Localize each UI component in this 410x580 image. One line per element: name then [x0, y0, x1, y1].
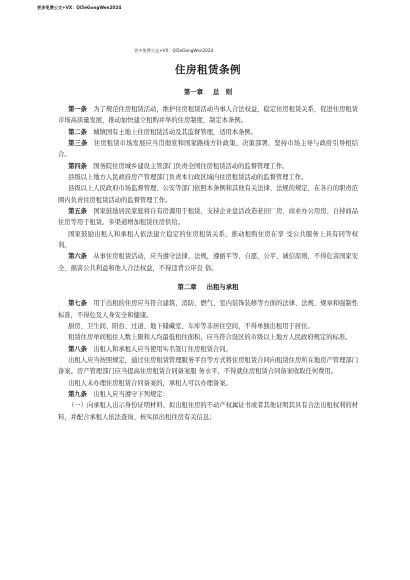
article-number: 第八条 [68, 345, 87, 353]
article-paragraph [58, 400, 358, 423]
article-paragraph [58, 355, 358, 378]
article-number: 第九条 [68, 390, 87, 398]
chapter-name: 出租与承租 [206, 283, 239, 292]
article-text: 县级以上地方人民政府房产管理部门负责本行政区域内住房租赁活动的监督管理工作。 [68, 174, 308, 182]
article-text: 出租人和承租人应当使用实名签订住房租赁合同。 [93, 345, 232, 353]
article-number: 第四条 [68, 162, 87, 170]
watermark-top: 更多免费公文+VX：Qi5eGongWen2024 [37, 5, 122, 10]
article-paragraph [58, 229, 358, 252]
article-paragraph [58, 378, 358, 389]
chapter-heading-2 [58, 282, 358, 291]
article-text: 国家鼓励居民家庭将自有房源用于租赁，支持企业盘活改造老旧厂房、商业办公用房、自持商品住房等用于租赁。多渠道增加租赁住房供给。 [58, 208, 359, 227]
article-text: 国务院住房城乡建设主管部门负责全国住房租赁活动的监督管理工作。 [93, 162, 289, 170]
article-paragraph [58, 104, 358, 127]
chapter-1-body [58, 104, 358, 274]
article-text: 租赁住房单间租住人数上限和人均最低租住面积，应当符合设区的市级以上地方人民政府规定的标准。 [68, 334, 352, 342]
article-text: 县级以上人民政府市场监督管理、公安等部门依照本条例和其他有关法律、法规的规定，在各自的职责范围内负责住房租赁活动的监督管理工作。 [58, 185, 358, 204]
article-text: 出租人未办理住房租赁合同备案的，承租人可以办理备案。 [68, 379, 232, 387]
article-paragraph [58, 389, 358, 400]
article-number: 第二条 [68, 128, 87, 136]
article-paragraph [58, 138, 358, 161]
article-number: 第六条 [68, 253, 87, 261]
article-paragraph [58, 332, 358, 343]
watermark-mid: 更多免费公文+VX：Qi5eGongWen2024 [134, 48, 214, 53]
article-paragraph [58, 183, 358, 206]
article-paragraph [58, 161, 358, 172]
chapter-name: 总 则 [213, 88, 233, 96]
article-paragraph [58, 172, 358, 183]
document-title: 住房租赁条例 [175, 64, 241, 76]
chapter-heading-1 [58, 87, 358, 96]
article-number: 第七条 [68, 300, 87, 308]
article-text: 为了规范住房租赁活动，维护住房租赁活动当事人合法权益，稳定住房租赁关系，促进住房租赁市场高质量发展，推动加快建立租购并举的住房制度，制定本条例。 [58, 106, 359, 125]
article-text: 出租人应当按照规定，通过住房租赁管理服务平台等方式将住房租赁合同向租赁住房所在地房产管理部门备案。房产管理部门应当提高住房租赁合同备案服 务水平，不得就住房租赁合同备案收取任何费用。 [58, 356, 358, 376]
article-paragraph [58, 344, 358, 355]
article-paragraph [58, 321, 358, 332]
article-number: 第五条 [68, 208, 87, 216]
article-paragraph [58, 298, 358, 321]
article-text: 国家鼓励出租人和承租人依法建立稳定的住房租赁关系，推动租购住房在享 受公共服务上具有同等权利。 [58, 230, 358, 250]
article-paragraph [58, 251, 358, 274]
article-paragraph [58, 127, 358, 138]
chapter-2-body [58, 298, 358, 423]
article-text: 厨房、卫生间、阳台、过道、地下储藏室、车库等非居住空间，不得单独出租用于居住。 [68, 322, 314, 330]
article-number: 第三条 [68, 140, 88, 148]
article-text: （一）向承租人出示身份证明材料、拟出租住房的不动产权属证书或者其他证明其具有合法出租权利的材料，并配合承租人依法查询、核实拟出租住房有关信息； [58, 402, 358, 421]
article-text: 从事住房租赁活动，应当遵守法律、法规，遵循平等、自愿、公平、诚信原则，不得危害国家安全、损害公共利益和他人合法权益，不得违背公序良 俗。 [58, 253, 359, 272]
article-text: 出租人应当遵守下列规定： [93, 390, 169, 398]
article-text: 城镇国有土地上住房租赁活动及其监督管理，适用本条例。 [93, 128, 257, 136]
chapter-number: 第二章 [177, 283, 197, 292]
article-paragraph [58, 206, 358, 229]
chapter-number: 第一章 [183, 88, 203, 96]
article-text: 用于出租的住房应当符合建筑、消防、燃气、室内装饰装修等方面的法律、法规、规章和强制性标准，不得危及人身安全和健康。 [58, 300, 359, 319]
article-number: 第一条 [68, 106, 87, 113]
article-text: 住房租赁市场发展应当贯彻党和国家路线方针政策、决策部署，坚持市场主导与政府引导相结合。 [58, 140, 359, 159]
document-page [58, 62, 358, 423]
